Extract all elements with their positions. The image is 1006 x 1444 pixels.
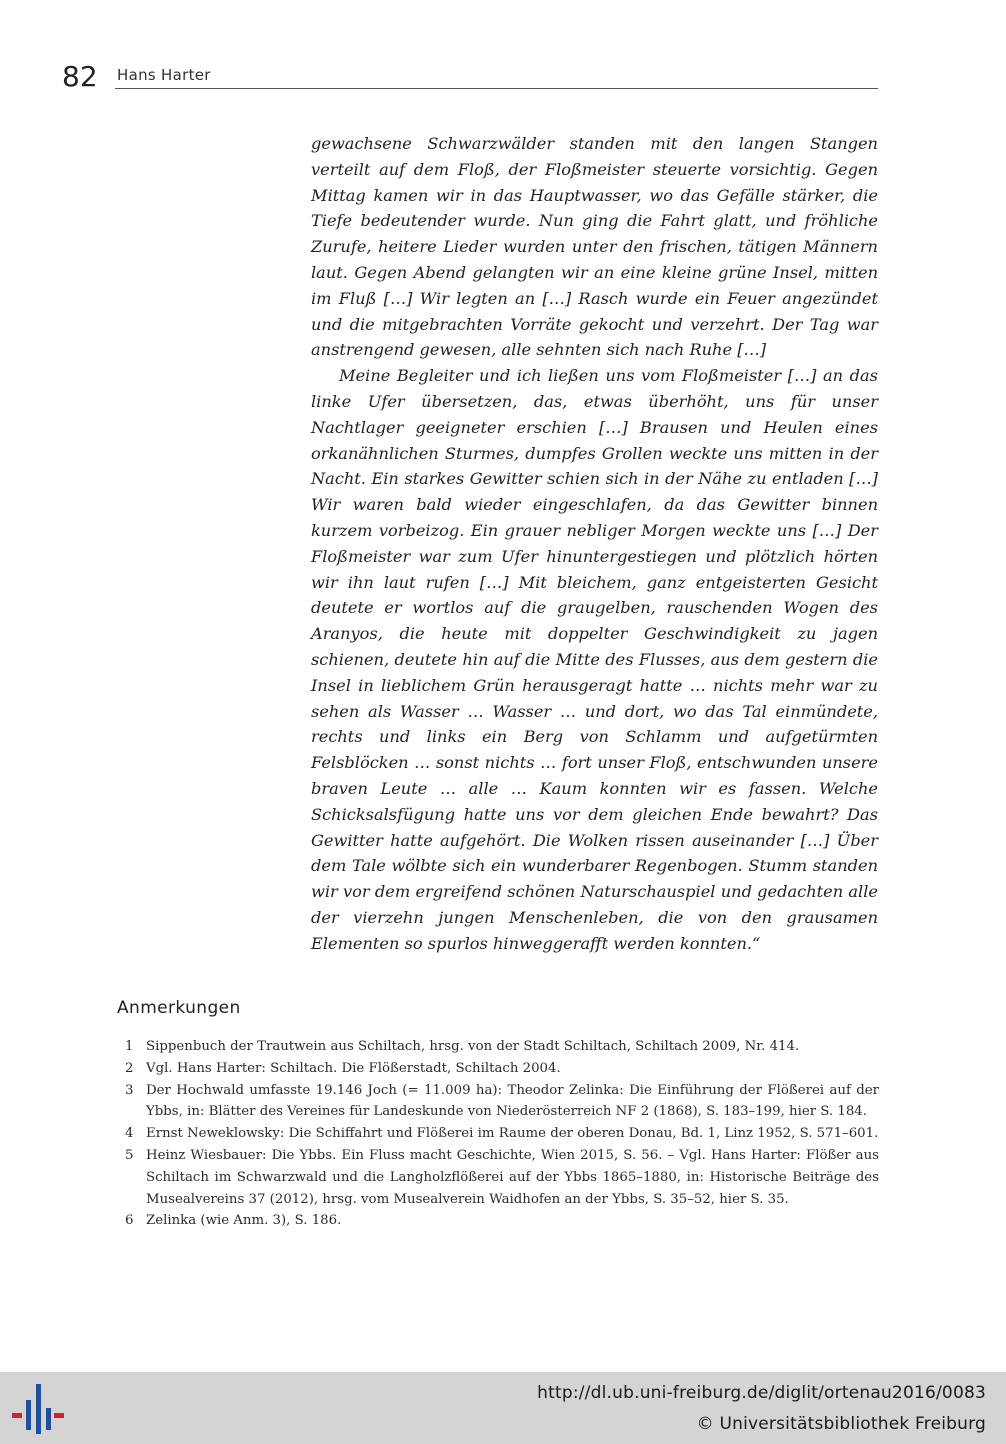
header-rule [115, 88, 878, 89]
copyright-notice: © Universitätsbibliothek Freiburg [696, 1414, 986, 1434]
endnote [117, 1080, 879, 1124]
endnote-text: Vgl. Hans Harter: Schiltach. Die Flößerstadt, Schiltach 2004. [146, 1060, 561, 1076]
page-number: 82 [62, 60, 98, 93]
notes-heading: Anmerkungen [117, 998, 241, 1018]
endnote [117, 1036, 879, 1058]
endnote [117, 1145, 879, 1210]
endnote-number: 2 [125, 1060, 134, 1076]
source-url-link[interactable]: http://dl.ub.uni-freiburg.de/diglit/ortenau2016/0083 [537, 1383, 986, 1403]
quotation-block [311, 131, 878, 957]
endnote-text: Ernst Neweklowsky: Die Schiffahrt und Flößerei im Raume der oberen Donau, Bd. 1, Linz 1952, S. 571–601. [146, 1126, 879, 1142]
quote-paragraph: gewachsene Schwarzwälder standen mit den langen Stangen verteilt auf dem Floß, der Floßmeister steuerte vorsichtig. Gegen Mittag kamen wir in das Hauptwasser, wo das Gefälle stärker, die Tiefe bedeutender wurde. Nun ging die Fahrt glatt, und fröhliche Zurufe, heitere Lieder wurden unter den frischen, tätigen Männern laut. Gegen Abend gelangten wir an eine kleine grüne Insel, mitten im Fluß […] Wir legten an […] Rasch wurde ein Feuer angezündet und die mitgebrachten Vorräte gekocht und verzehrt. Der Tag war anstrengend gewesen, alle sehnten sich nach Ruhe […] [311, 134, 878, 360]
endnote-number: 6 [125, 1213, 134, 1229]
endnote-text: Der Hochwald umfasste 19.146 Joch (= 11.009 ha): Theodor Zelinka: Die Einführung der Flößerei auf der Ybbs, in: Blätter des Vereines für Landeskunde von Niederösterreich NF 2 (1868), S. 183–199, hier S. 184. [146, 1082, 879, 1120]
quote-paragraph: Meine Begleiter und ich ließen uns vom Floßmeister […] an das linke Ufer übersetzen, das, etwas überhöht, uns für unser Nachtlager geeigneter erschien […] Brausen und Heulen eines orkanähnlichen Sturmes, dumpfes Grollen weckte uns mitten in der Nacht. Ein starkes Gewitter schien sich in der Nähe zu entladen […] Wir waren bald wieder eingeschlafen, da das Gewitter binnen kurzem vorbeizog. Ein grauer nebliger Morgen weckte uns […] Der Floßmeister war zum Ufer hinuntergestiegen und plötzlich hörten wir ihn laut rufen […] Mit bleichem, ganz entgeisterten Gesicht deutete er wortlos auf die graugelben, rauschenden Wogen des Aranyos, die heute mit doppelter Geschwindigkeit zu jagen schienen, deutete hin auf die Mitte des Flusses, aus dem gestern die Insel in lieblichem Grün herausgeragt hatte … nichts mehr war zu sehen als Wasser … Wasser … und dort, wo das Tal einmündete, rechts und links ein Berg von Schlamm und aufgetürmten Felsblöcken … sonst nichts … fort unser Floß, entschwunden unsere braven Leute … alle … Kaum konnten wir es fassen. Welche Schicksalsfügung hatte uns vor dem gleichen Ende bewahrt? Das Gewitter hatte aufgehört. Die Wolken rissen auseinander […] Über dem Tale wölbte sich ein wunderbarer Regenbogen. Stumm standen wir vor dem ergreifend schönen Naturschauspiel und gedachten alle der vierzehn jungen Menschenleben, die von den grausamen Elementen so spurlos hinweggerafft werden konnten.“ [311, 366, 878, 953]
running-head-author: Hans Harter [117, 66, 211, 84]
endnote-number: 5 [125, 1147, 134, 1163]
endnote-number: 1 [125, 1039, 134, 1054]
endnote-text: Zelinka (wie Anm. 3), S. 186. [146, 1213, 342, 1229]
footer-bar [0, 1372, 1006, 1444]
endnote-number: 3 [125, 1082, 134, 1098]
endnote [117, 1123, 879, 1145]
endnote-text: Heinz Wiesbauer: Die Ybbs. Ein Fluss macht Geschichte, Wien 2015, S. 56. – Vgl. Hans Harter: Flößer aus Schiltach im Schwarzwald und die Langholzflößerei auf der Ybbs 1865–1880, in: Historische Beiträge des Musealvereins 37 (2012), hrsg. vom Musealverein Waidhofen an der Ybbs, S. 35–52, hier S. 35. [146, 1147, 879, 1207]
library-logo-icon [12, 1384, 64, 1434]
endnotes-list [117, 1036, 879, 1232]
endnote-text: Sippenbuch der Trautwein aus Schiltach, hrsg. von der Stadt Schiltach, Schiltach 2009, Nr. 414. [146, 1039, 800, 1054]
endnote-number: 4 [125, 1126, 134, 1142]
endnote [117, 1210, 879, 1232]
endnote [117, 1058, 879, 1080]
